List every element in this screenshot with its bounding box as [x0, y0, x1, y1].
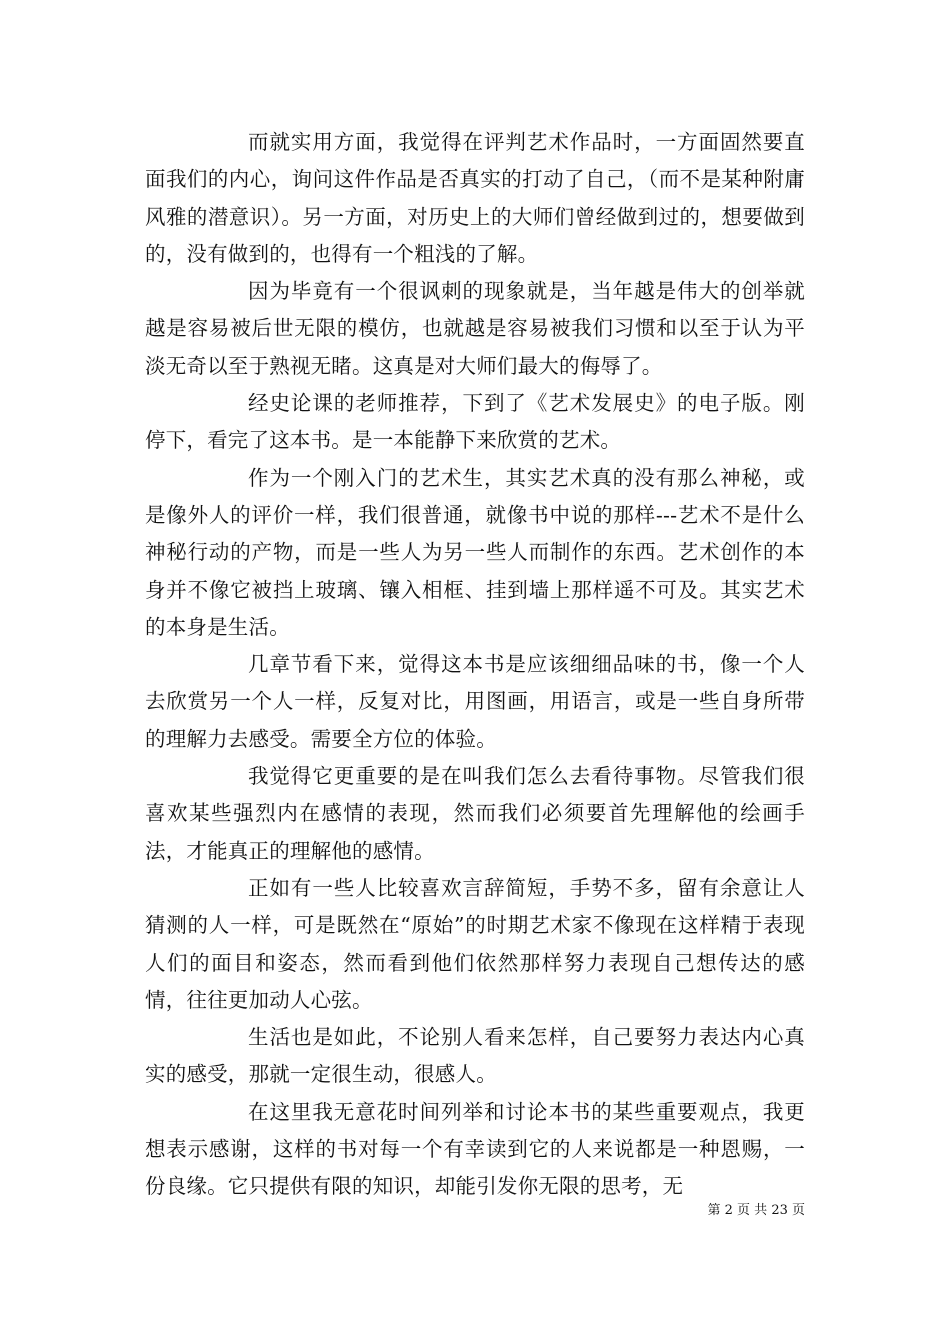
- paragraph-4: 作为一个刚入门的艺术生，其实艺术真的没有那么神秘，或是像外人的评价一样，我们很普通，就像书中说的那样---艺术不是什么神秘行动的产物，而是一些人为另一些人而制作的东西。艺术创作的本身并不像它被挡上玻璃、镶入相框、挂到墙上那样遥不可及。其实艺术的本身是生活。: [145, 465, 805, 639]
- paragraph-7: 正如有一些人比较喜欢言辞简短，手势不多，留有余意让人猜测的人一样，可是既然在“原始”的时期艺术家不像现在这样精于表现人们的面目和姿态，然而看到他们依然那样努力表现自己想传达的感情，往往更加动人心弦。: [145, 875, 805, 1012]
- paragraph-5: 几章节看下来，觉得这本书是应该细细品味的书，像一个人去欣赏另一个人一样，反复对比，用图画，用语言，或是一些自身所带的理解力去感受。需要全方位的体验。: [145, 652, 805, 751]
- paragraph-6: 我觉得它更重要的是在叫我们怎么去看待事物。尽管我们很喜欢某些强烈内在感情的表现，然而我们必须要首先理解他的绘画手法，才能真正的理解他的感情。: [145, 764, 805, 863]
- paragraph-8: 生活也是如此，不论别人看来怎样，自己要努力表达内心真实的感受，那就一定很生动，很感人。: [145, 1025, 805, 1087]
- paragraph-1: 而就实用方面，我觉得在评判艺术作品时，一方面固然要直面我们的内心，询问这件作品是否真实的打动了自己，（而不是某种附庸风雅的潜意识）。另一方面，对历史上的大师们曾经做到过的，想要做到的，没有做到的，也得有一个粗浅的了解。: [145, 130, 805, 266]
- document-body: [145, 124, 805, 1206]
- paragraph-9: 在这里我无意花时间列举和讨论本书的某些重要观点，我更想表示感谢，这样的书对每一个有幸读到它的人来说都是一种恩赐，一份良缘。它只提供有限的知识，却能引发你无限的思考，无: [145, 1099, 805, 1199]
- page-number: 第 2 页 共 23 页: [707, 1203, 805, 1218]
- paragraph-3: 经史论课的老师推荐，下到了《艺术发展史》的电子版。刚停下，看完了这本书。是一本能静下来欣赏的艺术。: [145, 391, 805, 453]
- paragraph-2: 因为毕竟有一个很讽刺的现象就是，当年越是伟大的创举就越是容易被后世无限的模仿，也就越是容易被我们习惯和以至于认为平淡无奇以至于熟视无睹。这真是对大师们最大的侮辱了。: [145, 279, 805, 378]
